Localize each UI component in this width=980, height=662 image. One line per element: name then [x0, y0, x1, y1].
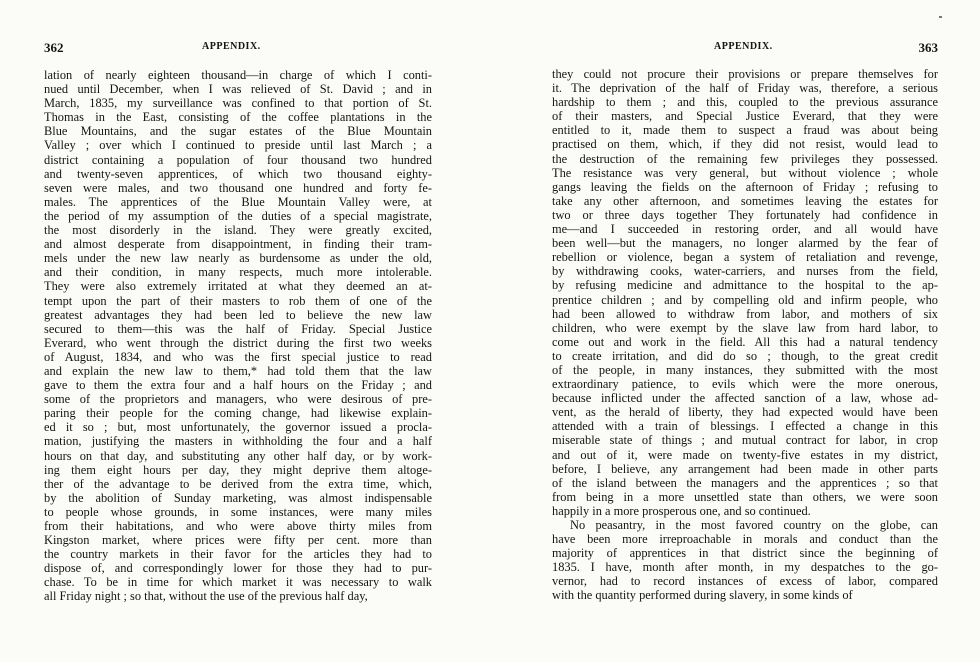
text-line: the most disorderly in the island. They were greatly excited, — [44, 223, 432, 238]
text-line: from their habitations, and who were above thirty miles from — [44, 519, 432, 533]
text-line: nued until December, when I was relieved of St. David ; and in — [44, 82, 432, 97]
text-line: entitled to it, made them to suspect a fraud was about being — [552, 123, 938, 138]
text-line: tempt upon the part of their masters to rob them of one of the — [44, 293, 432, 308]
text-line: the destruction of the remaining few privileges they possessed. — [552, 151, 938, 166]
text-line: extraordinary patience, to evils which were the more onerous, — [552, 377, 938, 392]
right-running-head: APPENDIX. — [714, 41, 773, 52]
text-line: district containing a population of four thousand two hundred — [44, 152, 432, 167]
text-line: some of the proprietors and managers, who were desirous of pre- — [44, 392, 432, 407]
text-line: it. The deprivation of the half of Friday was, therefore, a serious — [552, 81, 938, 96]
text-line: No peasantry, in the most favored country on the globe, can — [570, 518, 938, 532]
text-line: and explain the new law to them,* had told them that the law — [44, 363, 432, 378]
text-line: hours on that day, and substituting any other half day, or by work- — [44, 448, 432, 463]
text-line: had been allowed to withdraw from labor, and mothers of six — [552, 306, 938, 321]
text-line: Blue Mountains, and the sugar estates of the Blue Mountain — [44, 124, 432, 139]
text-line: and twenty-seven apprentices, of which two thousand eighty- — [44, 166, 432, 181]
text-line: Kingston market, where prices were fifty per cent. more than — [44, 533, 432, 548]
text-line: happily in a more prosperous one, and so continued. — [552, 503, 811, 518]
right-page-number: 363 — [918, 40, 938, 55]
text-line: Everard, who went through the district during the first two weeks — [44, 335, 432, 350]
text-line: of their masters, and Special Justice Everard, that they were — [552, 109, 938, 124]
text-line: and their condition, in many respects, much more intolerable. — [44, 265, 432, 280]
text-line: come out and work in the field. All this had a natural tendency — [552, 334, 938, 349]
left-page — [44, 0, 432, 662]
text-line: Thomas in the East, consisting of the coffee plantations in the — [44, 110, 432, 125]
text-line: The resistance was very general, but without violence ; whole — [552, 165, 938, 180]
right-page-header — [552, 40, 938, 56]
text-line: the country markets in their favor for the articles they had to — [44, 547, 432, 562]
text-line: March, 1835, my surveillance was confined to that portion of St. — [44, 96, 432, 111]
text-line: practised on them, which, if they did not resist, would lead to — [552, 137, 938, 152]
text-line: of the people, in many instances, they submitted with the most — [552, 362, 938, 377]
text-line: They were also extremely irritated at what they deemed an at- — [44, 279, 432, 294]
text-line: ed it so ; but, most unfortunately, the governor issued a procla- — [44, 420, 432, 435]
left-page-header — [44, 40, 432, 56]
text-line: and out of it, were made on twenty-five estates in my district, — [552, 447, 938, 462]
text-line: hardship to them ; and this, coupled to the previous assurance — [552, 95, 938, 110]
left-page-number: 362 — [44, 40, 64, 55]
text-line: ing them eight hours per day, they might deprive them altoge- — [44, 462, 432, 477]
text-line: lation of nearly eighteen thousand—in charge of which I conti- — [44, 68, 432, 82]
text-line: of the island between the managers and the apprentices ; so that — [552, 475, 938, 490]
text-line: by withdrawing cooks, water-carriers, and nurses from the field, — [552, 264, 938, 279]
text-line: been well—but the managers, no longer alarmed by the fear of — [552, 236, 938, 251]
text-line: vent, as the herald of liberty, they had expected would have been — [552, 405, 938, 420]
text-line: by the abolition of Sunday marketing, was almost indispensable — [44, 490, 432, 505]
page-mark — [939, 16, 942, 18]
text-line: greatest advantages they had been led to believe the new law — [44, 307, 432, 322]
text-line: rebellion or violence, began a system of retaliation and revenge, — [552, 250, 938, 265]
text-line: have been more irreproachable in morals and conduct than the — [552, 532, 938, 547]
text-line: before, I believe, any arrangement had been made in other parts — [552, 461, 938, 476]
text-line: prentice children ; and by compelling old and infirm people, who — [552, 292, 938, 307]
text-line: me—and I succeeded in restoring order, and all would have — [552, 222, 938, 237]
text-line: males. The apprentices of the Blue Mountain Valley were, at — [44, 194, 432, 209]
text-line: miserable state of things ; and mutual contract for labor, in crop — [552, 433, 938, 448]
text-line: by refusing medicine and admittance to the hospital to the ap- — [552, 278, 938, 293]
text-line: paring their people for the coming change, had likewise explain- — [44, 406, 432, 421]
text-line: seven were males, and two thousand one hundred and forty fe- — [44, 180, 432, 195]
text-line: gave to them the extra four and a half hours on the Friday ; and — [44, 378, 432, 393]
text-line: gangs leaving the fields on the afternoon of Friday ; refusing to — [552, 179, 938, 194]
text-line: Valley ; over which I continued to preside until last March ; a — [44, 138, 432, 153]
text-line: two or three days together They fortunately had confidence in — [552, 207, 938, 222]
text-line: they could not procure their provisions or prepare themselves for — [552, 67, 938, 81]
text-line: with the quantity performed during slavery, in some kinds of — [552, 588, 853, 603]
text-line: take any other afternoon, and sometimes leaving the estates for — [552, 193, 938, 208]
text-line: the period of my assumption of the duties of a special magistrate, — [44, 208, 432, 223]
text-line: because inflicted under the affected sanction of a law, whose ad- — [552, 391, 938, 406]
text-line: chase. To be in time for which market it was necessary to walk — [44, 575, 432, 590]
text-line: mels under the new law nearly as burdensome as under the old, — [44, 251, 432, 266]
text-line: vernor, had to record instances of excess of labor, compared — [552, 574, 938, 589]
text-line: from being in a more unsettled state than others, we were soon — [552, 489, 938, 504]
text-line: to people whose grounds, in some instances, were many miles — [44, 504, 432, 519]
text-line: 1835. I have, month after month, in my despatches to the go- — [552, 560, 938, 575]
text-line: all Friday night ; so that, without the use of the previous half day, — [44, 589, 368, 604]
left-running-head: APPENDIX. — [202, 41, 261, 52]
text-line: to create irritation, and did do so ; though, to the great credit — [552, 348, 938, 363]
text-line: attended with a train of blessings. I effected a change in this — [552, 419, 938, 434]
text-line: of August, 1834, and who was the first special justice to read — [44, 349, 432, 364]
text-line: and almost desperate from disappointment, in finding their tram- — [44, 237, 432, 252]
text-line: dispose of, and correspondingly lower for those they had to pur- — [44, 561, 432, 576]
text-line: mation, justifying the masters in withholding the four and a half — [44, 434, 432, 449]
text-line: ther of the advantage to be derived from the extra time, which, — [44, 476, 432, 491]
right-page-text — [552, 67, 938, 603]
text-line: secured to them—this was the half of Friday. Special Justice — [44, 321, 432, 336]
right-page — [552, 0, 938, 662]
text-line: majority of apprentices in that district since the beginning of — [552, 546, 938, 561]
left-page-text — [44, 68, 432, 604]
text-line: children, who were exempt by the slave law from hard labor, to — [552, 320, 938, 335]
